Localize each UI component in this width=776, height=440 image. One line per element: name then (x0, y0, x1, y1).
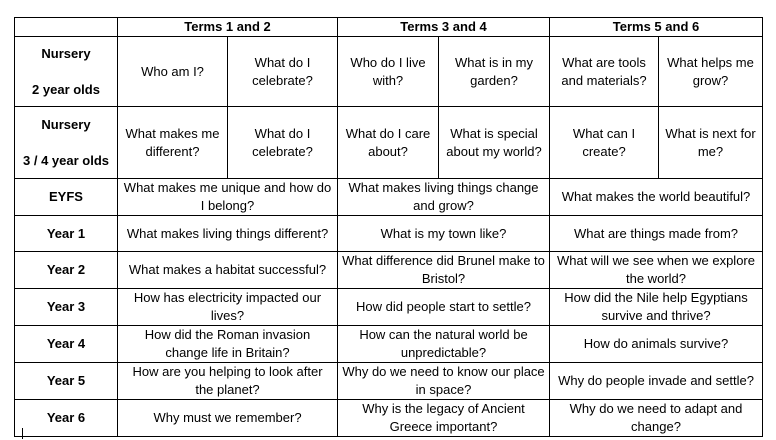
row-label-line2: 2 year olds (32, 81, 100, 97)
table-row-year-2 (15, 252, 763, 289)
header-terms-1-2: Terms 1 and 2 (118, 18, 338, 37)
text-cursor (22, 428, 23, 439)
table-row-year-5 (15, 363, 763, 400)
table-cell: Why do we need to know our place in space? (338, 363, 550, 400)
table-cell: How did the Roman invasion change life in Britain? (118, 326, 338, 363)
table-cell: What makes living things change and grow? (338, 179, 550, 216)
table-cell: How has electricity impacted our lives? (118, 289, 338, 326)
table-cell: How did people start to settle? (338, 289, 550, 326)
row-label-nursery-3-4 (15, 107, 118, 179)
header-terms-5-6: Terms 5 and 6 (550, 18, 763, 37)
header-corner-cell (15, 18, 118, 37)
table-row-year-6 (15, 400, 763, 437)
table-row-year-3 (15, 289, 763, 326)
table-cell: Who do I live with? (338, 37, 439, 107)
row-label-nursery-2 (15, 37, 118, 107)
table-row-year-1 (15, 216, 763, 252)
row-label: Year 6 (15, 400, 118, 437)
table-cell: What is next for me? (659, 107, 763, 179)
table-cell: What helps me grow? (659, 37, 763, 107)
row-label-line1: Nursery (41, 45, 91, 61)
table-cell: What are things made from? (550, 216, 763, 252)
table-cell: What is special about my world? (439, 107, 550, 179)
curriculum-table (14, 17, 763, 437)
table-row-nursery-2 (15, 37, 763, 107)
row-label: Year 2 (15, 252, 118, 289)
table-cell: Why must we remember? (118, 400, 338, 437)
table-cell: What makes me different? (118, 107, 228, 179)
row-label-line1: Nursery (41, 116, 91, 132)
header-row (15, 18, 763, 37)
table-cell: How did the Nile help Egyptians survive and thrive? (550, 289, 763, 326)
row-label: Year 1 (15, 216, 118, 252)
table-cell: What makes the world beautiful? (550, 179, 763, 216)
table-cell: What makes a habitat successful? (118, 252, 338, 289)
table-cell: What do I celebrate? (228, 107, 338, 179)
table-cell: How can the natural world be unpredictable? (338, 326, 550, 363)
table-cell: What is in my garden? (439, 37, 550, 107)
table-cell: What can I create? (550, 107, 659, 179)
row-label: Year 3 (15, 289, 118, 326)
table-cell: What will we see when we explore the world? (550, 252, 763, 289)
table-cell: Why do people invade and settle? (550, 363, 763, 400)
table-row-year-4 (15, 326, 763, 363)
table-row-nursery-3-4 (15, 107, 763, 179)
row-label: EYFS (15, 179, 118, 216)
table-cell: How do animals survive? (550, 326, 763, 363)
table-cell: Who am I? (118, 37, 228, 107)
row-label-line2: 3 / 4 year olds (23, 152, 109, 168)
header-terms-3-4: Terms 3 and 4 (338, 18, 550, 37)
table-cell: What makes me unique and how do I belong? (118, 179, 338, 216)
table-cell: What do I celebrate? (228, 37, 338, 107)
table-cell: What are tools and materials? (550, 37, 659, 107)
row-label: Year 5 (15, 363, 118, 400)
table-cell: What makes living things different? (118, 216, 338, 252)
table-cell: How are you helping to look after the planet? (118, 363, 338, 400)
table-cell: What do I care about? (338, 107, 439, 179)
table-cell: What is my town like? (338, 216, 550, 252)
table-row-eyfs (15, 179, 763, 216)
table-cell: Why is the legacy of Ancient Greece important? (338, 400, 550, 437)
table-cell: What difference did Brunel make to Bristol? (338, 252, 550, 289)
table-cell: Why do we need to adapt and change? (550, 400, 763, 437)
row-label: Year 4 (15, 326, 118, 363)
